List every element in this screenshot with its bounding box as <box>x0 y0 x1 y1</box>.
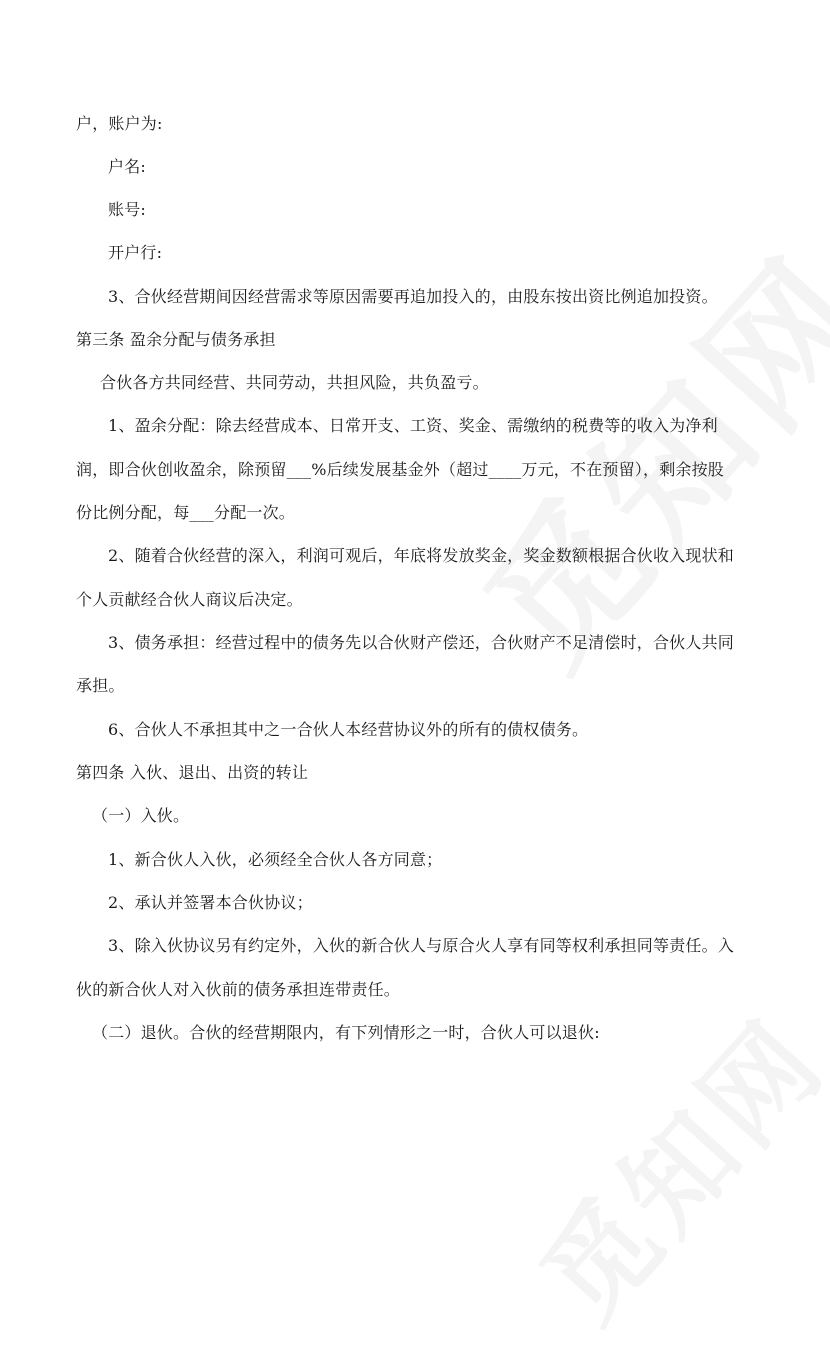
text-line-bank: 开户行: <box>108 243 163 262</box>
text-line-account-name: 户名: <box>108 157 146 176</box>
watermark <box>429 202 830 703</box>
text-line-profit-distribution-3: 份比例分配，每___分配一次。 <box>76 503 296 522</box>
text-line-clause-6: 6、合伙人不承担其中之一合伙人本经营协议外的所有的债权债务。 <box>108 720 589 739</box>
text-line-account-number: 账号: <box>108 200 146 219</box>
section-heading-article-4: 第四条 入伙、退出、出资的转让 <box>76 763 309 782</box>
text-line-join-3b: 伙的新合伙人对入伙前的债务承担连带责任。 <box>76 980 401 999</box>
text-line-bonus-1: 2、随着合伙经营的深入，利润可观后，年底将发放奖金，奖金数额根据合伙收入现状和 <box>108 546 734 565</box>
text-line-join-1: 1、新合伙人入伙，必须经全合伙人各方同意； <box>108 850 443 869</box>
text-line-account-intro: 户，账户为: <box>76 114 163 133</box>
text-line-join-3a: 3、除入伙协议另有约定外，入伙的新合伙人与原合火人享有同等权利承担同等责任。入 <box>108 936 734 955</box>
text-line-bonus-2: 个人贡献经合伙人商议后决定。 <box>76 590 303 609</box>
text-line-debt-1: 3、债务承担：经营过程中的债务先以合伙财产偿还，合伙财产不足清偿时，合伙人共同 <box>108 633 734 652</box>
text-line-clause-3-investment: 3、合伙经营期间因经营需求等原因需要再追加投入的，由股东按出资比例追加投资。 <box>108 287 718 306</box>
text-line-debt-2: 承担。 <box>76 676 125 695</box>
subsection-heading-withdraw: （二）退伙。合伙的经营期限内，有下列情形之一时，合伙人可以退伙: <box>92 1023 600 1042</box>
text-line-join-2: 2、承认并签署本合伙协议； <box>108 893 313 912</box>
text-line-article-3-intro: 合伙各方共同经营、共同劳动，共担风险，共负盈亏。 <box>100 373 489 392</box>
text-line-profit-distribution-1: 1、盈余分配：除去经营成本、日常开支、工资、奖金、需缴纳的税费等的收入为净利 <box>108 416 718 435</box>
text-line-profit-distribution-2: 润，即合伙创收盈余，除预留___%后续发展基金外（超过____万元，不在预留），剩余按股 <box>76 460 725 479</box>
subsection-heading-join: （一）入伙。 <box>92 806 190 825</box>
section-heading-article-3: 第三条 盈余分配与债务承担 <box>76 330 276 349</box>
